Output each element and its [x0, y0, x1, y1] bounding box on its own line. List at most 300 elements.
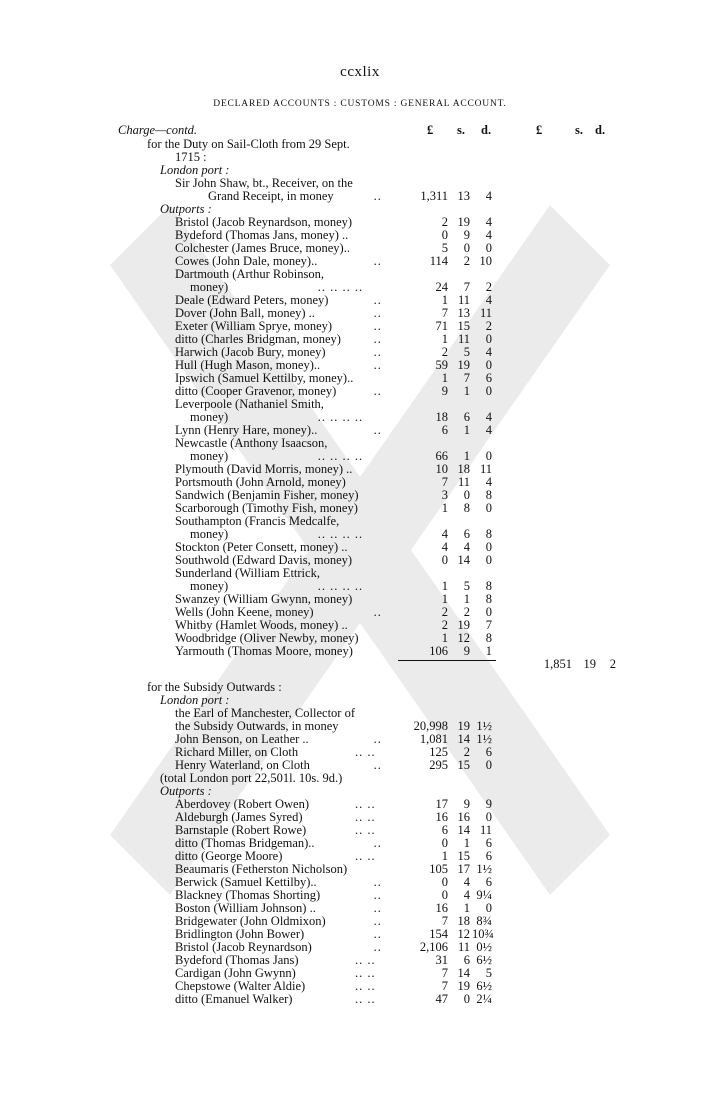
- shillings-value: 2: [463, 605, 470, 619]
- shillings-value: 11: [457, 940, 470, 954]
- shillings-value: 9: [463, 644, 470, 658]
- pence-value: 6: [485, 371, 492, 385]
- ledger-row: [0, 554, 720, 567]
- pence-value: 0: [485, 332, 492, 346]
- ledger-row: [0, 411, 720, 424]
- pence-value: 0: [485, 553, 492, 567]
- running-head: DECLARED ACCOUNTS : CUSTOMS : GENERAL ACCOUNT.: [213, 99, 507, 109]
- entry-label: ditto (George Moore): [175, 849, 283, 863]
- leader-dots: ..: [373, 605, 382, 619]
- ledger-row: [0, 476, 720, 489]
- entry-label: Leverpoole (Nathaniel Smith,: [175, 397, 324, 411]
- ledger-row: [0, 281, 720, 294]
- pounds-value: 1: [441, 371, 448, 385]
- pounds-value: 1: [441, 501, 448, 515]
- leader-dots: ..: [373, 358, 382, 372]
- leader-dots: .. ..: [355, 992, 376, 1006]
- entry-label: money): [190, 527, 229, 541]
- entry-label: for the Subsidy Outwards :: [147, 680, 282, 694]
- shillings-value: 1: [463, 423, 470, 437]
- leader-dots: .. .. .. ..: [317, 579, 364, 593]
- pounds-value: 114: [429, 254, 448, 268]
- pence-value: 0: [485, 241, 492, 255]
- entry-label: (total London port 22,501l. 10s. 9d.): [160, 771, 343, 785]
- leader-dots: .. .. .. ..: [317, 280, 364, 294]
- ledger-row: [0, 876, 720, 889]
- pounds-value: 6: [441, 423, 448, 437]
- shillings-value: 15: [457, 849, 470, 863]
- pence-value: 10: [479, 254, 492, 268]
- shillings-value: 5: [463, 579, 470, 593]
- account-entries: [0, 138, 720, 1006]
- pence-value: 1: [485, 644, 492, 658]
- entry-label: John Benson, on Leather ..: [175, 732, 309, 746]
- leader-dots: ..: [373, 940, 382, 954]
- pence-value: 4: [485, 423, 492, 437]
- shillings-value: 19: [457, 215, 470, 229]
- entry-label: Scarborough (Timothy Fish, money): [175, 501, 358, 515]
- ledger-row: [0, 681, 720, 694]
- shillings-value: 19: [457, 979, 470, 993]
- leader-dots: .. .. .. ..: [317, 527, 364, 541]
- pounds-value: 18: [435, 410, 448, 424]
- pence-value: 6: [485, 745, 492, 759]
- ledger-row: [0, 850, 720, 863]
- entry-label: ditto (Emanuel Walker): [175, 992, 293, 1006]
- shillings-value: 1: [463, 836, 470, 850]
- pence-value: 6½: [476, 953, 492, 967]
- total-shillings-value: 19: [583, 657, 596, 671]
- col-header-pence-1: d.: [481, 123, 492, 137]
- entry-label: Bridlington (John Bower): [175, 927, 305, 941]
- entry-label: Sandwich (Benjamin Fisher, money): [175, 488, 359, 502]
- shillings-value: 11: [457, 332, 470, 346]
- ledger-row: [0, 889, 720, 902]
- entry-label: Sunderland (William Ettrick,: [175, 566, 320, 580]
- leader-dots: ..: [373, 345, 382, 359]
- pounds-value: 1: [441, 579, 448, 593]
- shillings-value: 6: [463, 527, 470, 541]
- entry-label: Portsmouth (John Arnold, money): [175, 475, 346, 489]
- shillings-value: 1: [463, 384, 470, 398]
- leader-dots: ..: [373, 836, 382, 850]
- ledger-row: [0, 759, 720, 772]
- shillings-value: 4: [463, 875, 470, 889]
- ledger-row: [0, 671, 720, 681]
- entry-label: Blackney (Thomas Shorting): [175, 888, 321, 902]
- pence-value: 0: [485, 501, 492, 515]
- pounds-value: 5: [441, 241, 448, 255]
- pence-value: 5: [485, 966, 492, 980]
- shillings-value: 6: [463, 953, 470, 967]
- entry-label: the Subsidy Outwards, in money: [175, 719, 339, 733]
- leader-dots: ..: [373, 875, 382, 889]
- shillings-value: 8: [463, 501, 470, 515]
- shillings-value: 7: [463, 371, 470, 385]
- leader-dots: ..: [373, 758, 382, 772]
- pence-value: 0: [485, 384, 492, 398]
- pence-value: 6: [485, 875, 492, 889]
- leader-dots: ..: [373, 306, 382, 320]
- ledger-row: [0, 164, 720, 177]
- ledger-row: [0, 190, 720, 203]
- pounds-value: 7: [441, 306, 448, 320]
- entry-label: Boston (William Johnson) ..: [175, 901, 316, 915]
- entry-label: Southwold (Edward Davis, money): [175, 553, 353, 567]
- entry-label: money): [190, 449, 229, 463]
- ledger-row: [0, 863, 720, 876]
- pounds-value: 7: [441, 475, 448, 489]
- pounds-value: 1: [441, 849, 448, 863]
- entry-label: Ipswich (Samuel Kettilby, money)..: [175, 371, 354, 385]
- pounds-value: 2: [441, 215, 448, 229]
- ledger-row: [0, 707, 720, 720]
- pence-value: 10¾: [472, 927, 494, 941]
- ledger-row: [0, 346, 720, 359]
- col-header-pounds-1: £: [427, 123, 434, 137]
- pence-value: 4: [485, 293, 492, 307]
- shillings-value: 14: [457, 732, 470, 746]
- shillings-value: 2: [463, 254, 470, 268]
- ledger-row: [0, 489, 720, 502]
- ledger-row: [0, 720, 720, 733]
- leader-dots: ..: [373, 732, 382, 746]
- pence-value: 0½: [476, 940, 492, 954]
- pence-value: 8: [485, 592, 492, 606]
- leader-dots: ..: [373, 901, 382, 915]
- pence-value: 4: [485, 410, 492, 424]
- ledger-row: [0, 138, 720, 151]
- entry-label: Outports :: [160, 784, 212, 798]
- pounds-value: 2,106: [419, 940, 448, 954]
- pounds-value: 106: [429, 644, 448, 658]
- leader-dots: .. ..: [355, 810, 376, 824]
- ledger-row: [0, 385, 720, 398]
- total-pence-value: 2: [609, 657, 616, 671]
- col-header-pounds-2: £: [536, 123, 543, 137]
- ledger-row: [0, 151, 720, 164]
- ledger-row: [0, 320, 720, 333]
- entry-label: Whitby (Hamlet Woods, money) ..: [175, 618, 348, 632]
- shillings-value: 14: [457, 553, 470, 567]
- ledger-row: [0, 694, 720, 707]
- ledger-row: [0, 528, 720, 541]
- pounds-value: 7: [441, 979, 448, 993]
- entry-label: Richard Miller, on Cloth: [175, 745, 299, 759]
- pounds-value: 31: [435, 953, 448, 967]
- pence-value: 0: [485, 758, 492, 772]
- leader-dots: ..: [373, 927, 382, 941]
- pence-value: 9: [485, 797, 492, 811]
- pounds-value: 20,998: [413, 719, 448, 733]
- leader-dots: ..: [373, 332, 382, 346]
- entry-label: Beaumaris (Fetherston Nicholson): [175, 862, 348, 876]
- pence-value: 7: [485, 618, 492, 632]
- entry-label: Woodbridge (Oliver Newby, money): [175, 631, 359, 645]
- entry-label: Cowes (John Dale, money)..: [175, 254, 318, 268]
- pounds-value: 9: [441, 384, 448, 398]
- pounds-value: 16: [435, 810, 448, 824]
- ledger-row: [0, 294, 720, 307]
- shillings-value: 0: [463, 488, 470, 502]
- pounds-value: 10: [435, 462, 448, 476]
- entry-label: Swanzey (William Gwynn, money): [175, 592, 353, 606]
- shillings-value: 9: [463, 797, 470, 811]
- shillings-value: 1: [463, 901, 470, 915]
- ledger-row: [0, 502, 720, 515]
- leader-dots: ..: [373, 254, 382, 268]
- shillings-value: 16: [457, 810, 470, 824]
- ledger-row: [0, 632, 720, 645]
- pounds-value: 3: [441, 488, 448, 502]
- shillings-value: 18: [457, 462, 470, 476]
- ledger-row: [0, 606, 720, 619]
- entry-label: Bristol (Jacob Reynardson): [175, 940, 312, 954]
- pounds-value: 1,081: [419, 732, 448, 746]
- entry-label: 1715 :: [175, 150, 207, 164]
- ledger-row: [0, 177, 720, 190]
- leader-dots: .. .. .. ..: [317, 449, 364, 463]
- ledger-row: [0, 928, 720, 941]
- entry-label: Outports :: [160, 202, 212, 216]
- entry-label: for the Duty on Sail-Cloth from 29 Sept.: [147, 137, 350, 151]
- ledger-row: [0, 658, 720, 671]
- ledger-row: [0, 593, 720, 606]
- entry-label: Deale (Edward Peters, money): [175, 293, 329, 307]
- pounds-value: 1: [441, 631, 448, 645]
- shillings-value: 19: [457, 358, 470, 372]
- entry-label: money): [190, 410, 229, 424]
- leader-dots: ..: [373, 293, 382, 307]
- pence-value: 11: [479, 462, 492, 476]
- pence-value: 6: [485, 849, 492, 863]
- pounds-value: 16: [435, 901, 448, 915]
- entry-label: Stockton (Peter Consett, money) ..: [175, 540, 348, 554]
- pence-value: 2¼: [476, 992, 492, 1006]
- entry-label: Bydeford (Thomas Jans): [175, 953, 299, 967]
- pounds-value: 105: [429, 862, 448, 876]
- pence-value: 8: [485, 488, 492, 502]
- entry-label: Dartmouth (Arthur Robinson,: [175, 267, 324, 281]
- leader-dots: ..: [373, 423, 382, 437]
- pounds-value: 0: [441, 875, 448, 889]
- pounds-value: 2: [441, 618, 448, 632]
- pounds-value: 295: [429, 758, 448, 772]
- entry-label: Bydeford (Thomas Jans, money) ..: [175, 228, 349, 242]
- shillings-value: 14: [457, 823, 470, 837]
- ledger-row: [0, 463, 720, 476]
- pence-value: 8: [485, 579, 492, 593]
- ledger-row: [0, 902, 720, 915]
- total-pounds-value: 1,851: [543, 657, 572, 671]
- ledger-row: [0, 993, 720, 1006]
- subtotal-rule: [398, 660, 496, 661]
- pounds-value: 0: [441, 888, 448, 902]
- pence-value: 11: [479, 306, 492, 320]
- shillings-value: 9: [463, 228, 470, 242]
- pence-value: 4: [485, 189, 492, 203]
- shillings-value: 1: [463, 449, 470, 463]
- pence-value: 1½: [476, 862, 492, 876]
- pence-value: 11: [479, 823, 492, 837]
- entry-label: the Earl of Manchester, Collector of: [175, 706, 355, 720]
- entry-label: Newcastle (Anthony Isaacson,: [175, 436, 328, 450]
- entry-label: Southampton (Francis Medcalfe,: [175, 514, 340, 528]
- pence-value: 4: [485, 475, 492, 489]
- leader-dots: .. ..: [355, 849, 376, 863]
- entry-label: Bridgewater (John Oldmixon): [175, 914, 326, 928]
- pounds-value: 1: [441, 293, 448, 307]
- pence-value: 4: [485, 215, 492, 229]
- pounds-value: 47: [435, 992, 448, 1006]
- entry-label: Chepstowe (Walter Aldie): [175, 979, 306, 993]
- pounds-value: 4: [441, 540, 448, 554]
- ledger-row: [0, 541, 720, 554]
- pounds-value: 4: [441, 527, 448, 541]
- pence-value: 0: [485, 810, 492, 824]
- pence-value: 8¾: [476, 914, 492, 928]
- shillings-value: 5: [463, 345, 470, 359]
- pounds-value: 59: [435, 358, 448, 372]
- entry-label: London port :: [160, 693, 230, 707]
- pounds-value: 6: [441, 823, 448, 837]
- leader-dots: ..: [373, 914, 382, 928]
- pounds-value: 71: [435, 319, 448, 333]
- entry-label: London port :: [160, 163, 230, 177]
- entry-label: money): [190, 579, 229, 593]
- pounds-value: 0: [441, 553, 448, 567]
- leader-dots: .. ..: [355, 745, 376, 759]
- pence-value: 9¼: [476, 888, 492, 902]
- shillings-value: 14: [457, 966, 470, 980]
- ledger-row: [0, 242, 720, 255]
- entry-label: Dover (John Ball, money) ..: [175, 306, 315, 320]
- shillings-value: 18: [457, 914, 470, 928]
- leader-dots: .. ..: [355, 979, 376, 993]
- pounds-value: 1: [441, 332, 448, 346]
- shillings-value: 19: [457, 719, 470, 733]
- leader-dots: .. ..: [355, 966, 376, 980]
- shillings-value: 1: [463, 592, 470, 606]
- shillings-value: 13: [457, 306, 470, 320]
- page-number: ccxlix: [340, 64, 380, 80]
- pence-value: 1½: [476, 732, 492, 746]
- leader-dots: ..: [373, 888, 382, 902]
- shillings-value: 12: [457, 631, 470, 645]
- pence-value: 2: [485, 319, 492, 333]
- pence-value: 8: [485, 527, 492, 541]
- ledger-row: [0, 203, 720, 216]
- pence-value: 0: [485, 449, 492, 463]
- entry-label: Exeter (William Sprye, money): [175, 319, 333, 333]
- pounds-value: 2: [441, 605, 448, 619]
- shillings-value: 6: [463, 410, 470, 424]
- shillings-value: 0: [463, 241, 470, 255]
- charge-heading: Charge—contd.: [118, 123, 198, 137]
- ledger-row: [0, 746, 720, 759]
- leader-dots: ..: [373, 189, 382, 203]
- entry-label: Wells (John Keene, money): [175, 605, 314, 619]
- pence-value: 2: [485, 280, 492, 294]
- ledger-row: [0, 915, 720, 928]
- ledger-row: [0, 772, 720, 785]
- ledger-row: [0, 229, 720, 242]
- pounds-value: 7: [441, 966, 448, 980]
- pence-value: 4: [485, 228, 492, 242]
- entry-label: Colchester (James Bruce, money)..: [175, 241, 350, 255]
- entry-label: Sir John Shaw, bt., Receiver, on the: [175, 176, 353, 190]
- shillings-value: 19: [457, 618, 470, 632]
- entry-label: Aldeburgh (James Syred): [175, 810, 303, 824]
- leader-dots: .. .. .. ..: [317, 410, 364, 424]
- entry-label: ditto (Charles Bridgman, money): [175, 332, 341, 346]
- pounds-value: 125: [429, 745, 448, 759]
- ledger-row: [0, 307, 720, 320]
- pence-value: 6½: [476, 979, 492, 993]
- ledger-row: [0, 255, 720, 268]
- pence-value: 8: [485, 631, 492, 645]
- pounds-value: 7: [441, 914, 448, 928]
- entry-label: Cardigan (John Gwynn): [175, 966, 296, 980]
- ledger-row: [0, 580, 720, 593]
- ledger-row: [0, 372, 720, 385]
- entry-label: Grand Receipt, in money: [208, 189, 334, 203]
- pence-value: 4: [485, 345, 492, 359]
- entry-label: Lynn (Henry Hare, money)..: [175, 423, 318, 437]
- pounds-value: 0: [441, 228, 448, 242]
- shillings-value: 15: [457, 758, 470, 772]
- leader-dots: .. ..: [355, 823, 376, 837]
- pence-value: 0: [485, 605, 492, 619]
- leader-dots: .. ..: [355, 953, 376, 967]
- shillings-value: 17: [457, 862, 470, 876]
- leader-dots: ..: [373, 384, 382, 398]
- leader-dots: ..: [373, 319, 382, 333]
- shillings-value: 13: [457, 189, 470, 203]
- shillings-value: 11: [457, 293, 470, 307]
- ledger-row: [0, 359, 720, 372]
- pence-value: 6: [485, 836, 492, 850]
- pounds-value: 154: [429, 927, 448, 941]
- shillings-value: 4: [463, 888, 470, 902]
- shillings-value: 7: [463, 280, 470, 294]
- entry-label: Harwich (Jacob Bury, money): [175, 345, 326, 359]
- entry-label: money): [190, 280, 229, 294]
- entry-label: Aberdovey (Robert Owen): [175, 797, 309, 811]
- pounds-value: 1,311: [420, 189, 448, 203]
- ledger-row: [0, 424, 720, 437]
- shillings-value: 11: [457, 475, 470, 489]
- col-header-pence-2: d.: [595, 123, 606, 137]
- pence-value: 0: [485, 540, 492, 554]
- shillings-value: 4: [463, 540, 470, 554]
- pounds-value: 1: [441, 592, 448, 606]
- pounds-value: 0: [441, 836, 448, 850]
- col-header-shillings-2: s.: [575, 123, 583, 137]
- ledger-row: [0, 216, 720, 229]
- pence-value: 0: [485, 358, 492, 372]
- entry-label: ditto (Thomas Bridgeman)..: [175, 836, 315, 850]
- entry-label: Berwick (Samuel Kettilby)..: [175, 875, 317, 889]
- shillings-value: 2: [463, 745, 470, 759]
- pounds-value: 66: [435, 449, 448, 463]
- pence-value: 0: [485, 901, 492, 915]
- pounds-value: 24: [435, 280, 448, 294]
- entry-label: Yarmouth (Thomas Moore, money): [175, 644, 353, 658]
- entry-label: Hull (Hugh Mason, money)..: [175, 358, 321, 372]
- entry-label: Barnstaple (Robert Rowe): [175, 823, 307, 837]
- ledger-row: [0, 333, 720, 346]
